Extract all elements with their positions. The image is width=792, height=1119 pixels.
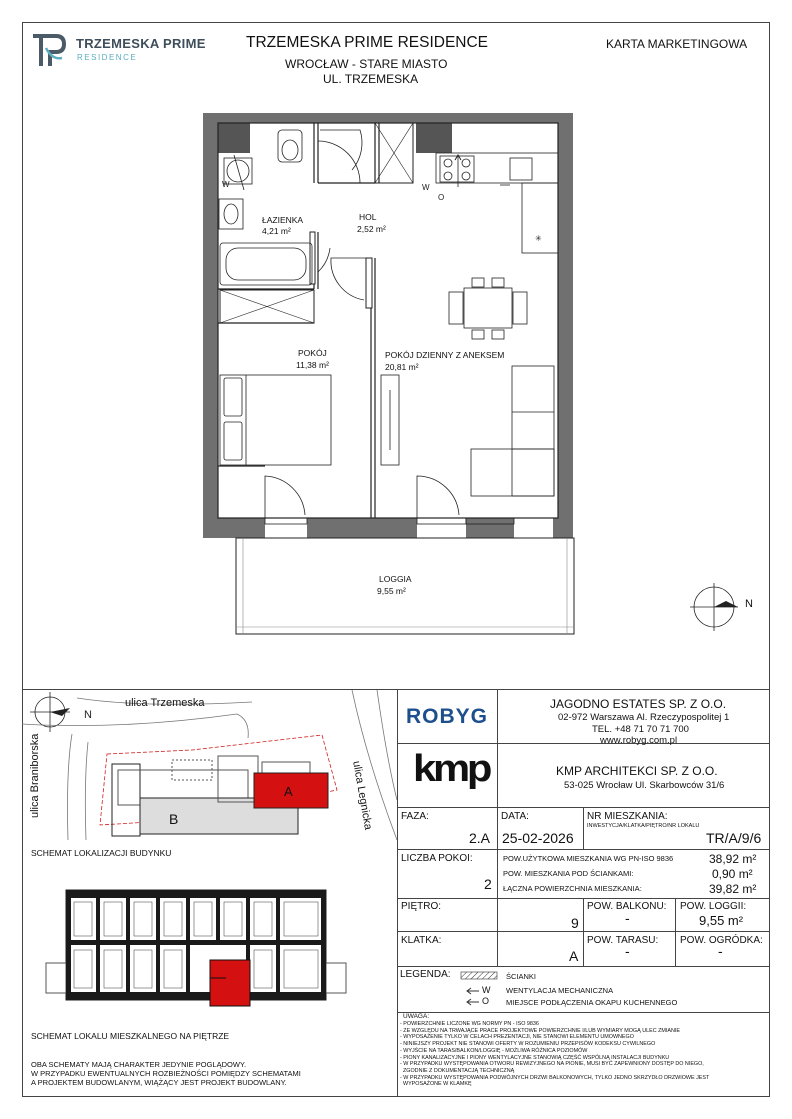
architect-name: KMP ARCHITEKCI SP. Z O.O. <box>556 764 718 778</box>
room-loggia-area: 9,55 m² <box>377 586 406 596</box>
nr-value: TR/A/9/6 <box>706 830 762 846</box>
legend-label: LEGENDA: <box>400 969 451 980</box>
room-living-area: 20,81 m² <box>385 362 419 372</box>
note-line: - W PRZYPADKU WYSTĘPOWANIA PODWÓJNYCH DRZWI BALKONOWYCH, TYLKO JEDNO SKRZYDŁO DRZWIOWE JEST <box>400 1074 710 1081</box>
area3-label: ŁĄCZNA POWIERZCHNIA MIESZKANIA: <box>503 884 642 893</box>
developer-website: www.robyg.com.pl <box>600 735 678 746</box>
svg-text:W: W <box>222 180 230 189</box>
note-line: - ZE WZGLĘDU NA TRWAJĄCE PRACE PROJEKTOWE POWIERZCHNIE I/LUB WYMIARY MOGĄ ULEC ZMIANIE <box>400 1027 680 1034</box>
note-line: - PIONY KANALIZACYJNE I PIONY WENTYLACYJNE STANOWIĄ CZĘŚĆ WSPÓLNĄ INSTALACJI BUDYNKU <box>400 1054 670 1061</box>
location-line-2: UL. TRZEMESKA <box>323 72 419 86</box>
kmp-logo: kmp <box>413 748 490 790</box>
room-bathroom-name: ŁAZIENKA <box>262 215 304 225</box>
nr-label: NR MIESZKANIA: <box>587 811 668 822</box>
pietro-value: 9 <box>571 915 579 931</box>
note-line: WYPOSAŻONE W KLAMKĘ <box>400 1081 472 1088</box>
developer-name: JAGODNO ESTATES SP. Z O.O. <box>550 697 727 711</box>
legend-symbol-o: O <box>482 996 490 1006</box>
compass-north-letter: N <box>745 598 753 610</box>
disclaimer-line-2: W PRZYPADKU EWENTUALNYCH ROZBIEŻNOŚCI POMIĘDZY SCHEMATAMI <box>31 1069 301 1078</box>
note-line: - POWIERZCHNIE LICZONE WG NORMY PN - ISO 9836 <box>400 1021 539 1027</box>
note-line: - WYPOSAŻENIE TYLKO W CELACH PREZENTACJI, NIE STANOWI ELEMENTU UMOWNEGO <box>400 1034 634 1041</box>
svg-text:W: W <box>422 183 430 192</box>
pokoje-value: 2 <box>484 876 492 892</box>
street-legnicka: ulica Legnicka <box>350 760 375 831</box>
taras-label: POW. TARASU: <box>587 935 659 946</box>
svg-text:✳: ✳ <box>535 234 542 243</box>
loggia-value: 9,55 m² <box>699 913 744 928</box>
area2-label: POW. MIESZKANIA POD ŚCIANKAMI: <box>503 869 634 878</box>
svg-text:A: A <box>284 784 293 799</box>
disclaimer-line-3: A PROJEKTEM BUDOWLANYM, WIĄŻĄCY JEST PROJEKT BUDOWLANY. <box>31 1078 287 1087</box>
loggia-label: POW. LOGGII: <box>680 901 747 912</box>
room-hall-area: 2,52 m² <box>357 224 386 234</box>
developer-address: 02-972 Warszawa Al. Rzeczypospolitej 1 <box>558 712 730 723</box>
street-braniborska: ulica Braniborska <box>29 733 41 818</box>
room-loggia-name: LOGGIA <box>379 574 412 584</box>
note-line: - W PRZYPADKU WYSTĘPOWANIA OTWORU REWIZYJNEGO NA PIONIE, MUSI BYĆ ZAPEWNIONY DOSTĘP DO NIEGO, <box>400 1061 704 1068</box>
area1-value: 38,92 m² <box>709 852 757 866</box>
legend-item-walls: ŚCIANKI <box>506 972 537 981</box>
faza-value: 2.A <box>469 830 491 846</box>
floor-scheme <box>30 888 392 1016</box>
balkon-value: - <box>625 910 630 926</box>
nr-sublabel: INWESTYCJA/KLATKA/PIĘTRO/NR LOKALU <box>587 823 700 829</box>
disclaimer-line-1: OBA SCHEMATY MAJĄ CHARAKTER JEDYNIE POGLĄDOWY. <box>31 1060 247 1069</box>
svg-text:N: N <box>84 709 92 721</box>
ogrodek-value: - <box>718 943 723 959</box>
logo-subtitle: RESIDENCE <box>77 53 138 62</box>
note-line: ZGODNIE Z DOKUMENTACJĄ TECHNICZNĄ <box>400 1067 515 1074</box>
faza-label: FAZA: <box>401 811 429 822</box>
klatka-label: KLATKA: <box>401 935 442 946</box>
notes-list <box>400 1021 768 1088</box>
site-plan <box>22 690 397 840</box>
floor-scheme-caption: SCHEMAT LOKALU MIESZKALNEGO NA PIĘTRZE <box>31 1031 230 1041</box>
svg-text:B: B <box>169 811 179 827</box>
location-line-1: WROCŁAW - STARE MIASTO <box>285 57 448 71</box>
developer-phone: TEL. +48 71 70 71 700 <box>592 724 689 735</box>
room-living-name: POKÓJ DZIENNY Z ANEKSEM <box>385 350 505 360</box>
robyg-logo: ROBYG <box>406 705 489 728</box>
legend-item-hood: MIEJSCE PODŁĄCZENIA OKAPU KUCHENNEGO <box>506 998 678 1007</box>
legend-symbol-w: W <box>482 985 491 995</box>
room-bedroom-area: 11,38 m² <box>296 360 329 370</box>
room-bedroom-name: POKÓJ <box>298 348 327 358</box>
architect-address: 53-025 Wrocław Ul. Skarbowców 31/6 <box>564 780 725 791</box>
klatka-value: A <box>569 948 579 964</box>
balkon-label: POW. BALKONU: <box>587 901 667 912</box>
legend-symbols <box>457 970 501 1010</box>
legend-item-ventilation: WENTYLACJA MECHANICZNA <box>506 986 614 995</box>
pokoje-label: LICZBA POKOI: <box>401 853 473 864</box>
note-line: - NINIEJSZY PROJEKT NIE STANOWI OFERTY W ROZUMIENIU PRZEPISÓW KODEKSU CYWILNEGO <box>400 1041 656 1048</box>
taras-value: - <box>625 943 630 959</box>
svg-text:O: O <box>438 193 445 202</box>
logo-name: TRZEMESKA PRIME <box>76 36 206 51</box>
card-type: KARTA MARKETINGOWA <box>606 37 748 51</box>
note-line: - WYJŚCIE NA TARAS/BALKON/LOGGIĘ - MOŻLIWA RÓŻNICA POZIOMÓW <box>400 1047 588 1054</box>
room-hall-name: HOL <box>359 212 377 222</box>
site-plan-caption: SCHEMAT LOKALIZACJI BUDYNKU <box>31 848 172 858</box>
notes-title: UWAGA: <box>403 1013 430 1020</box>
page-title: TRZEMESKA PRIME RESIDENCE <box>246 34 489 51</box>
data-label: DATA: <box>501 811 529 822</box>
data-value: 25-02-2026 <box>502 830 574 846</box>
ogrodek-label: POW. OGRÓDKA: <box>680 935 763 946</box>
area1-label: POW.UŻYTKOWA MIESZKANIA WG PN-ISO 9836 <box>503 854 674 863</box>
street-trzemeska: ulica Trzemeska <box>125 697 205 709</box>
area2-value: 0,90 m² <box>712 867 753 881</box>
area3-value: 39,82 m² <box>709 882 757 896</box>
room-bathroom-area: 4,21 m² <box>262 226 291 236</box>
pietro-label: PIĘTRO: <box>401 901 442 912</box>
column-divider <box>397 689 398 1097</box>
